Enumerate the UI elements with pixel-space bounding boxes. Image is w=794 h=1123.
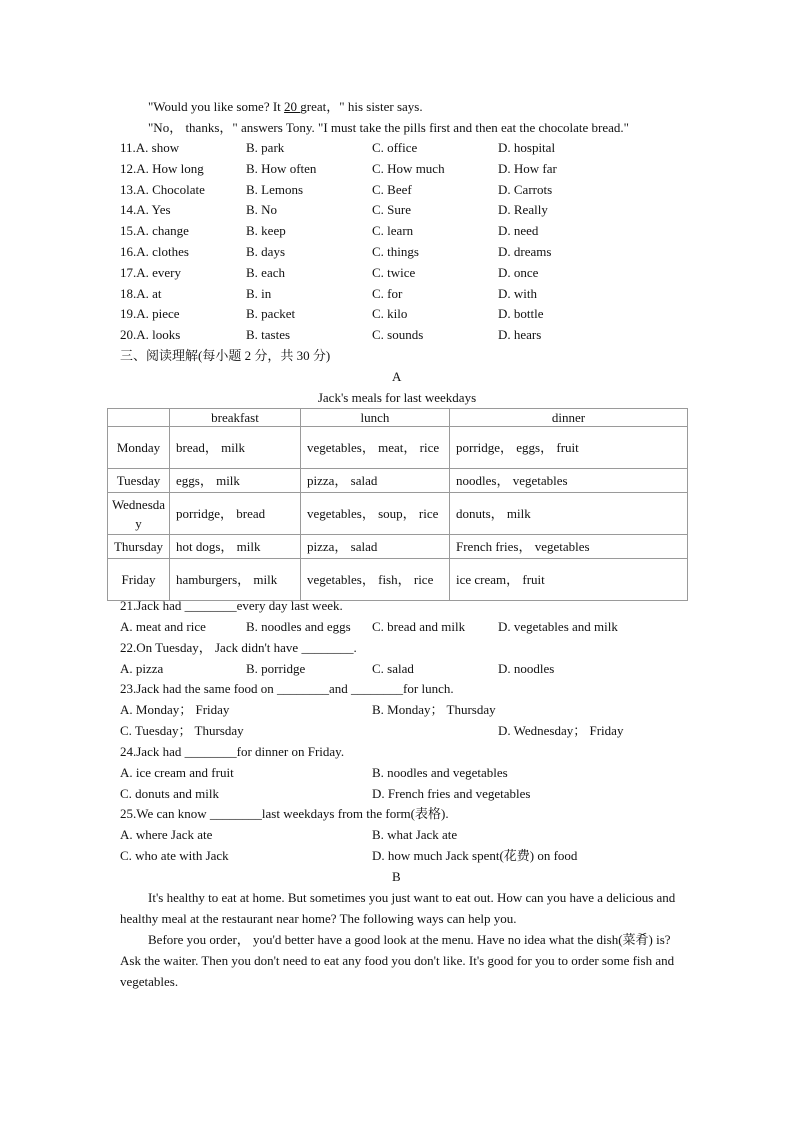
- question-option: C. salad: [372, 661, 414, 676]
- cloze-option: B. in: [246, 286, 272, 301]
- cloze-row: 12.A. How long: [120, 161, 204, 176]
- cloze-option: B. No: [246, 202, 278, 217]
- header-cell: breakfast: [170, 409, 301, 427]
- dialogue-text: great，" his sister says.: [300, 99, 423, 114]
- question-option: A. ice cream and fruit: [120, 765, 234, 780]
- cloze-option: C. kilo: [372, 306, 408, 321]
- question-stem: 25.We can know ________last weekdays from the form(表格).: [120, 806, 449, 821]
- question-option: B. what Jack ate: [372, 827, 458, 842]
- passage-paragraph: Before you order， you'd better have a good look at the menu. Have no idea what the dish(菜肴) is? Ask the waiter. Then you don't need to eat any food you don't like. It's good for you to order some fish and vegetables.: [120, 932, 675, 989]
- table-header-row: [108, 409, 688, 427]
- cloze-row: 14.A. Yes: [120, 202, 171, 217]
- cloze-option: C. sounds: [372, 327, 424, 342]
- dinner-cell: noodles， vegetables: [450, 469, 688, 493]
- question-option: A. meat and rice: [120, 619, 206, 634]
- question-option: C. donuts and milk: [120, 786, 219, 801]
- question-option: A. where Jack ate: [120, 827, 213, 842]
- dinner-cell: donuts， milk: [450, 493, 688, 535]
- day-cell: Friday: [108, 559, 170, 601]
- lunch-cell: pizza， salad: [301, 469, 450, 493]
- question-option: D. Wednesday； Friday: [498, 723, 624, 738]
- cloze-option: C. twice: [372, 265, 416, 280]
- question-option: B. noodles and eggs: [246, 619, 351, 634]
- cloze-row: 18.A. at: [120, 286, 162, 301]
- dinner-cell: French fries， vegetables: [450, 535, 688, 559]
- question-option: D. how much Jack spent(花费) on food: [372, 848, 578, 863]
- question-option: D. French fries and vegetables: [372, 786, 531, 801]
- passage-a-letter: A: [392, 369, 402, 384]
- cloze-option: D. hospital: [498, 140, 556, 155]
- question-option: A. Monday； Friday: [120, 702, 230, 717]
- dinner-cell: porridge， eggs， fruit: [450, 427, 688, 469]
- question-stem: 23.Jack had the same food on ________and ________for lunch.: [120, 681, 454, 696]
- dialogue-line-1: [148, 99, 423, 115]
- cloze-option: C. Sure: [372, 202, 411, 217]
- question-stem: 22.On Tuesday， Jack didn't have ________.: [120, 640, 357, 655]
- question-option: A. pizza: [120, 661, 164, 676]
- cloze-row: 17.A. every: [120, 265, 182, 280]
- question-option: C. who ate with Jack: [120, 848, 229, 863]
- breakfast-cell: porridge， bread: [170, 493, 301, 535]
- cloze-option: B. Lemons: [246, 182, 304, 197]
- blank-20: 20: [284, 99, 301, 114]
- cloze-option: B. keep: [246, 223, 286, 238]
- question-option: B. Monday； Thursday: [372, 702, 496, 717]
- cloze-option: B. tastes: [246, 327, 291, 342]
- cloze-option: D. Carrots: [498, 182, 553, 197]
- section-heading: 三、阅读理解(每小题 2 分，共 30 分): [120, 348, 331, 363]
- dialogue-text: "Would you like some? It: [148, 99, 285, 114]
- question-option: D. vegetables and milk: [498, 619, 618, 634]
- question-option: C. Tuesday； Thursday: [120, 723, 244, 738]
- meals-table: [107, 408, 688, 601]
- breakfast-cell: eggs， milk: [170, 469, 301, 493]
- cloze-row: 20.A. looks: [120, 327, 181, 342]
- cloze-row: 19.A. piece: [120, 306, 180, 321]
- cloze-option: C. learn: [372, 223, 414, 238]
- day-cell: Thursday: [108, 535, 170, 559]
- cloze-option: D. bottle: [498, 306, 544, 321]
- question-option: B. porridge: [246, 661, 306, 676]
- cloze-option: D. Really: [498, 202, 548, 217]
- cloze-row: 11.A. show: [120, 140, 180, 155]
- cloze-option: B. packet: [246, 306, 296, 321]
- breakfast-cell: bread， milk: [170, 427, 301, 469]
- cloze-option: D. dreams: [498, 244, 552, 259]
- day-cell: Monday: [108, 427, 170, 469]
- dinner-cell: ice cream， fruit: [450, 559, 688, 601]
- cloze-row: 15.A. change: [120, 223, 189, 238]
- question-option: B. noodles and vegetables: [372, 765, 508, 780]
- dialogue-line-2: "No， thanks，" answers Tony. "I must take the pills first and then eat the chocolate bread.": [148, 120, 629, 135]
- cloze-row: 16.A. clothes: [120, 244, 189, 259]
- cloze-option: C. things: [372, 244, 419, 259]
- question-option: C. bread and milk: [372, 619, 466, 634]
- breakfast-cell: hot dogs， milk: [170, 535, 301, 559]
- table-row: [108, 427, 688, 469]
- header-cell: [108, 409, 170, 427]
- cloze-option: B. each: [246, 265, 285, 280]
- lunch-cell: vegetables， soup， rice: [301, 493, 450, 535]
- passage-b-body: [120, 887, 680, 992]
- cloze-option: C. Beef: [372, 182, 412, 197]
- cloze-option: D. How far: [498, 161, 557, 176]
- cloze-option: B. days: [246, 244, 285, 259]
- lunch-cell: pizza， salad: [301, 535, 450, 559]
- table-row: [108, 559, 688, 601]
- question-stem: 24.Jack had ________for dinner on Friday.: [120, 744, 345, 759]
- lunch-cell: vegetables， meat， rice: [301, 427, 450, 469]
- cloze-option: C. office: [372, 140, 418, 155]
- table-row: [108, 535, 688, 559]
- cloze-option: B. park: [246, 140, 285, 155]
- table-title: Jack's meals for last weekdays: [317, 390, 477, 405]
- cloze-option: D. hears: [498, 327, 542, 342]
- header-cell: dinner: [450, 409, 688, 427]
- cloze-row: 13.A. Chocolate: [120, 182, 205, 197]
- question-option: D. noodles: [498, 661, 555, 676]
- table-row: [108, 469, 688, 493]
- header-cell: lunch: [301, 409, 450, 427]
- passage-b-letter: B: [392, 869, 401, 884]
- cloze-option: B. How often: [246, 161, 317, 176]
- question-stem: 21.Jack had ________every day last week.: [120, 598, 343, 613]
- lunch-cell: vegetables， fish， rice: [301, 559, 450, 601]
- cloze-option: D. once: [498, 265, 539, 280]
- day-cell: Wednesday: [108, 493, 170, 535]
- breakfast-cell: hamburgers， milk: [170, 559, 301, 601]
- cloze-option: D. need: [498, 223, 539, 238]
- cloze-option: C. for: [372, 286, 403, 301]
- passage-paragraph: It's healthy to eat at home. But sometimes you just want to eat out. How can you have a delicious and healthy meal at the restaurant near home? The following ways can help you.: [120, 890, 676, 926]
- day-cell: Tuesday: [108, 469, 170, 493]
- table-row: [108, 493, 688, 535]
- cloze-option: D. with: [498, 286, 537, 301]
- cloze-option: C. How much: [372, 161, 445, 176]
